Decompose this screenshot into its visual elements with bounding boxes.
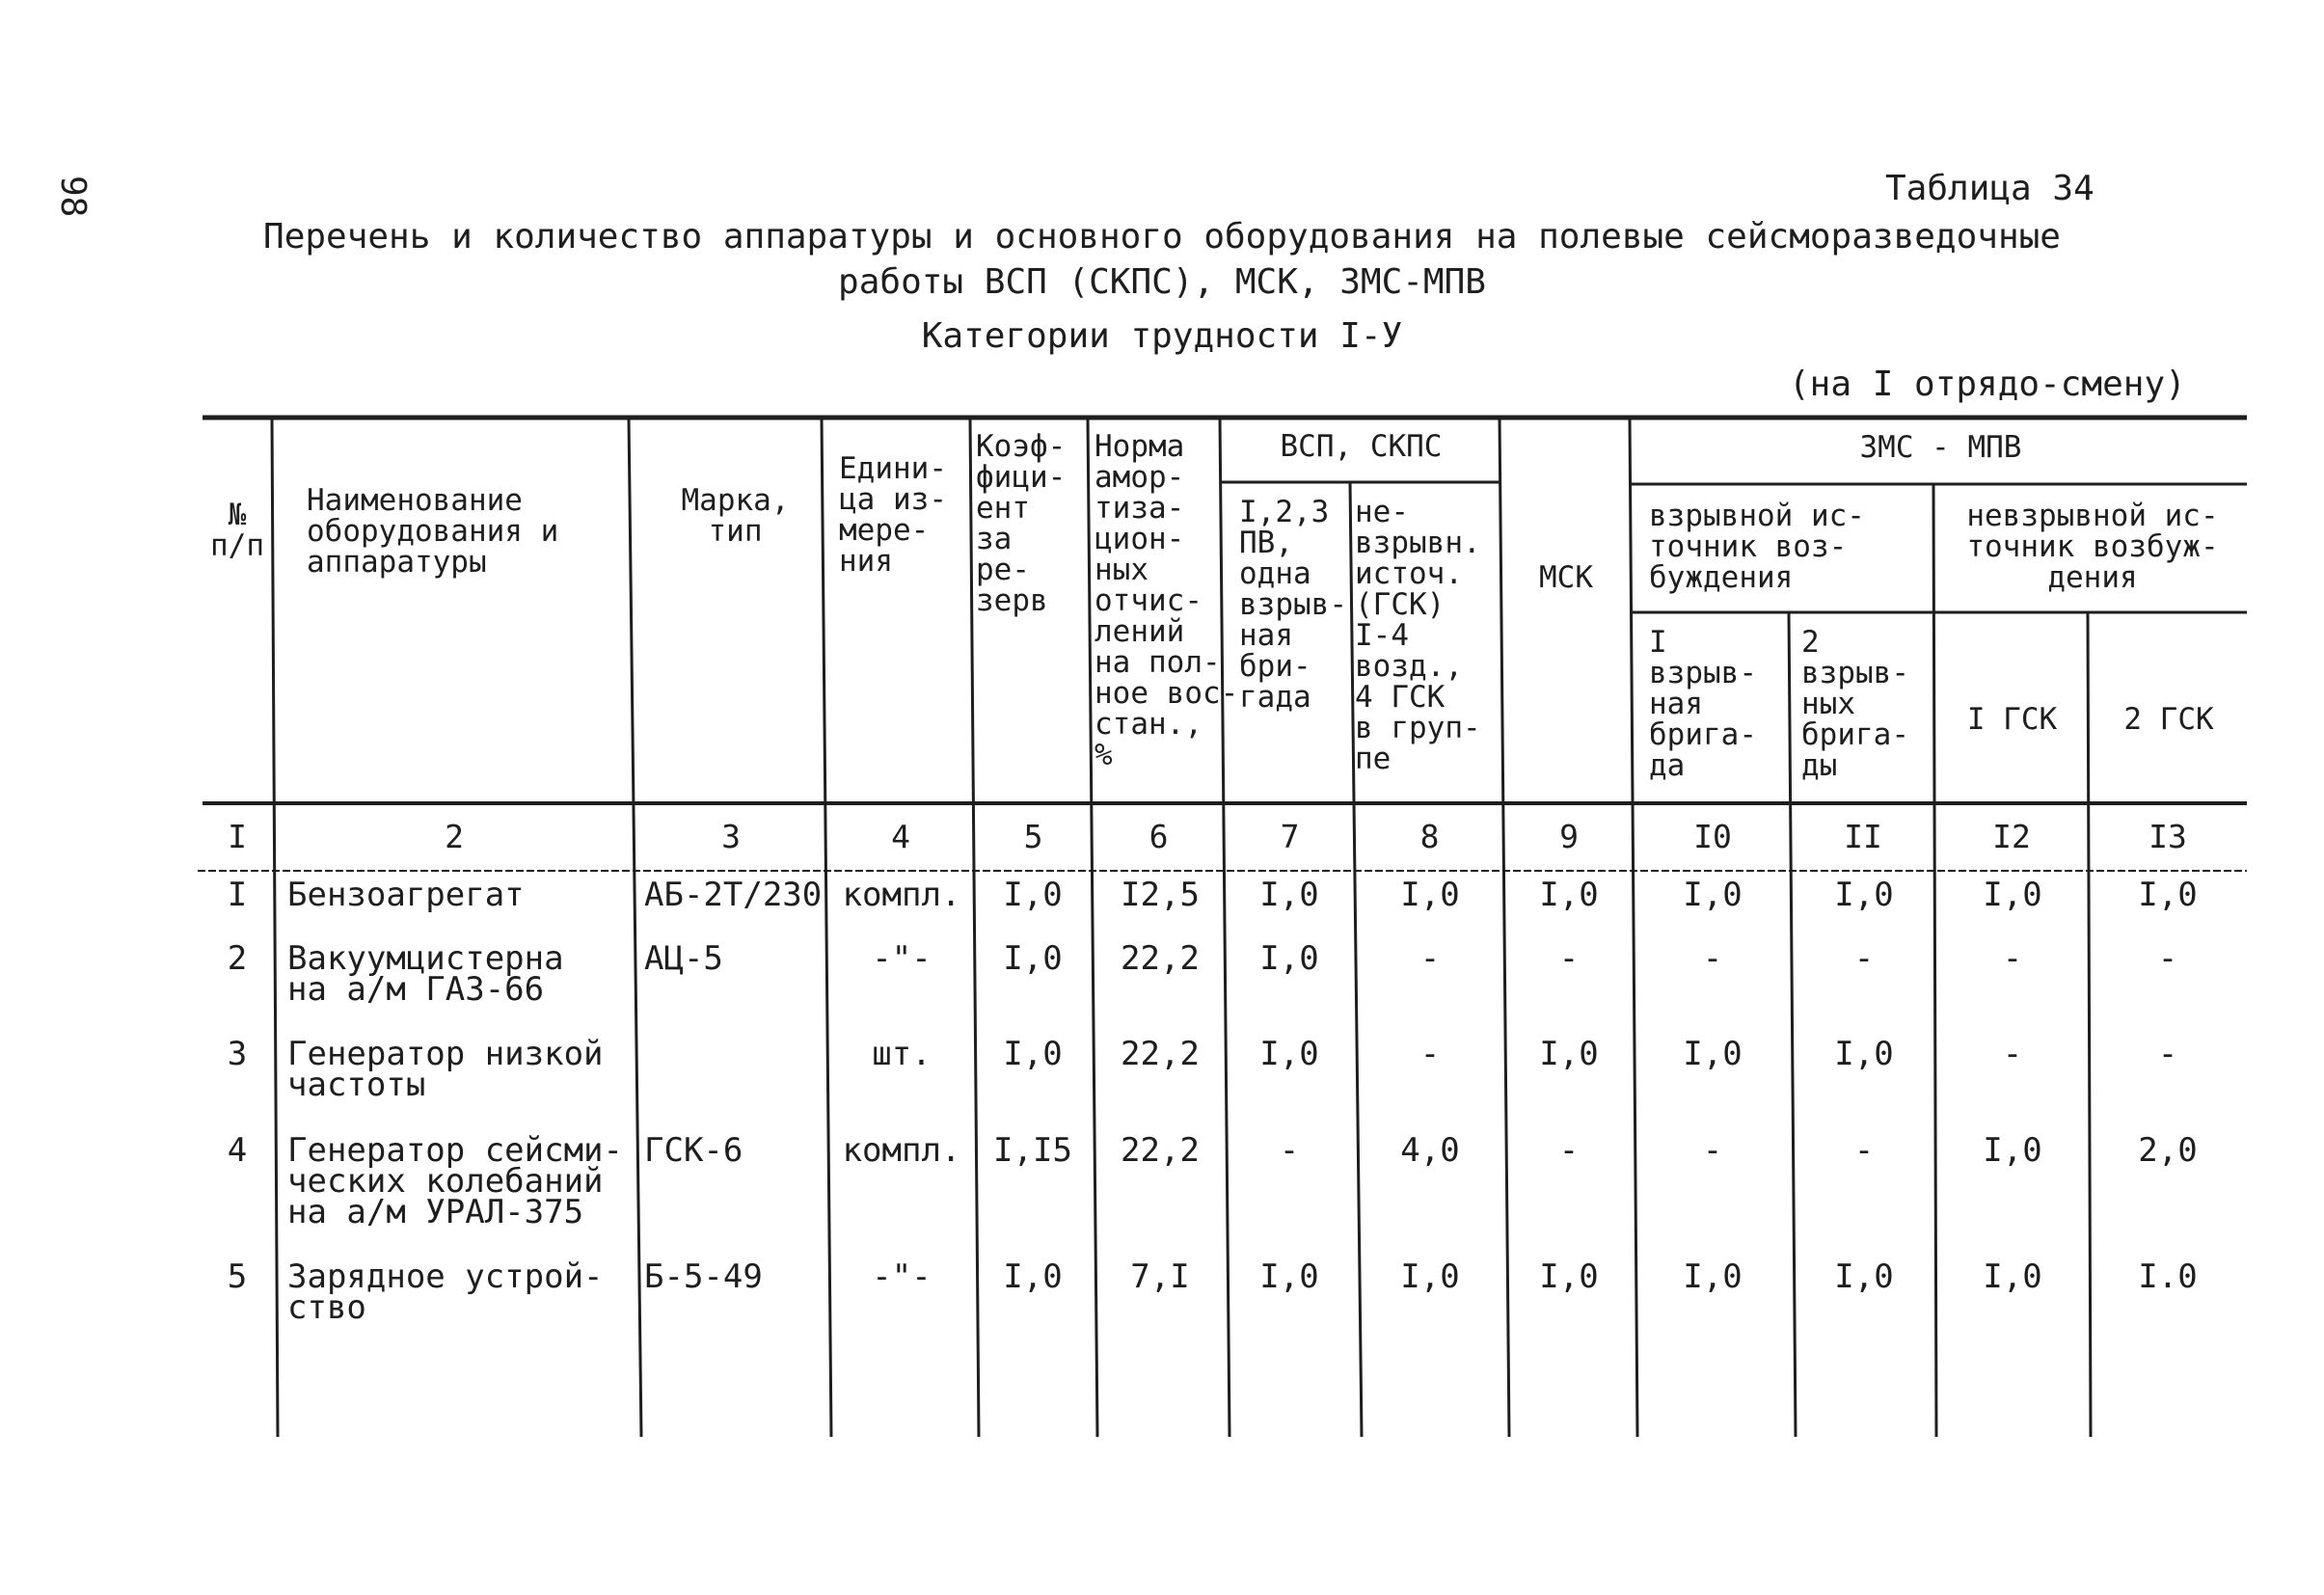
row-1-c13-cell: I,0: [2138, 876, 2198, 914]
unit-note: (на I отрядо-смену): [1789, 365, 2186, 404]
header-coef: Коэф- фици- ент за ре- зерв: [976, 429, 1067, 618]
row-2-unit-cell: -"-: [872, 939, 932, 978]
row-2-c9-cell: -: [1558, 939, 1580, 978]
row-2-coef-cell: I,0: [1003, 939, 1063, 978]
row-4-c10-cell: -: [1702, 1131, 1723, 1170]
row-5-c7-cell: I,0: [1259, 1257, 1319, 1296]
column-number-7: 7: [1280, 818, 1300, 855]
table-title-line3: Категории трудности I-У: [921, 316, 1403, 356]
header-nonexplosive-source: невзрывной ис- точник возбуж- дения: [1966, 499, 2219, 595]
row-5-c10-cell: I,0: [1683, 1257, 1743, 1296]
row-1-c9-cell: I,0: [1539, 876, 1599, 914]
row-3-c7-cell: I,0: [1259, 1035, 1319, 1073]
header-gsk-2: 2 ГСК: [2123, 702, 2214, 737]
row-4-brand-cell: ГСК-6: [644, 1131, 743, 1170]
row-1-c11-cell: I,0: [1834, 876, 1894, 914]
row-4-c12-cell: I,0: [1983, 1131, 2042, 1170]
header-brand: Марка, тип: [681, 483, 790, 549]
header-msk: МСК: [1539, 560, 1593, 595]
row-1-c7-cell: I,0: [1259, 876, 1319, 914]
row-1-unit-cell: компл.: [842, 876, 961, 914]
column-number-4: 4: [891, 818, 910, 855]
header-vsp-b: не- взрывн. источ. (ГСК) I-4 возд., 4 ГСК в груп- пе: [1355, 495, 1481, 776]
page-number: 98: [53, 176, 93, 218]
column-number-13: I3: [2148, 818, 2187, 855]
header-no: № п/п: [210, 498, 264, 563]
row-2-c11-cell: -: [1853, 939, 1875, 978]
row-5-coef-cell: I,0: [1003, 1257, 1063, 1296]
row-5-c12-cell: I,0: [1983, 1257, 2042, 1296]
table-title-line1: Перечень и количество аппаратуры и основного оборудования на полевые сейсморазведочные: [263, 217, 2061, 257]
column-number-8: 8: [1419, 818, 1440, 855]
header-vsp-a: I,2,3 ПВ, одна взрыв- ная бри- гада: [1239, 495, 1347, 715]
vline-10: [1789, 612, 1796, 1437]
row-4-no-cell: 4: [227, 1131, 248, 1170]
header-vsp-group: ВСП, СКПС: [1280, 429, 1443, 464]
row-3-norm-cell: 22,2: [1121, 1035, 1200, 1073]
row-3-c8-cell: -: [1419, 1035, 1441, 1073]
row-5-unit-cell: -"-: [872, 1257, 932, 1296]
row-4-c13-cell: 2,0: [2138, 1131, 2198, 1170]
header-two-crews: 2 взрыв- ных брига- ды: [1801, 625, 1909, 783]
row-3-unit-cell: шт.: [872, 1035, 932, 1073]
row-5-brand-cell: Б-5-49: [644, 1257, 763, 1296]
table-title-line2: работы ВСП (СКПС), МСК, ЗМС-МПВ: [838, 262, 1486, 302]
column-number-6: 6: [1148, 818, 1169, 855]
table-label: Таблица 34: [1885, 169, 2094, 208]
row-4-c11-cell: -: [1853, 1131, 1875, 1170]
row-2-brand-cell: АЦ-5: [644, 939, 723, 978]
row-5-c9-cell: I,0: [1539, 1257, 1599, 1296]
header-norm: Норма амор- тиза- цион- ных отчис- лений на пол- ное вос- стан., %: [1094, 429, 1239, 772]
row-1-brand-cell: АБ-2Т/230: [644, 876, 823, 914]
row-3-name-cell: Генератор низкой частоты: [287, 1035, 604, 1104]
row-2-c10-cell: -: [1702, 939, 1723, 978]
row-1-norm-cell: I2,5: [1121, 876, 1200, 914]
row-2-norm-cell: 22,2: [1121, 939, 1200, 978]
row-3-c9-cell: I,0: [1539, 1035, 1599, 1073]
row-3-c10-cell: I,0: [1683, 1035, 1743, 1073]
column-number-3: 3: [721, 818, 741, 855]
row-1-c12-cell: I,0: [1983, 876, 2042, 914]
row-5-c13-cell: I.0: [2138, 1257, 2198, 1296]
column-number-12: I2: [1992, 818, 2031, 855]
row-3-no-cell: 3: [227, 1035, 248, 1073]
row-3-c11-cell: I,0: [1834, 1035, 1894, 1073]
row-3-c13-cell: -: [2157, 1035, 2178, 1073]
row-4-coef-cell: I,I5: [993, 1131, 1072, 1170]
row-3-coef-cell: I,0: [1003, 1035, 1063, 1073]
column-number-11: II: [1844, 818, 1882, 855]
row-5-name-cell: Зарядное устрой- ство: [287, 1257, 604, 1327]
row-5-c11-cell: I,0: [1834, 1257, 1894, 1296]
row-1-coef-cell: I,0: [1003, 876, 1063, 914]
header-name: Наименование оборудования и аппаратуры: [307, 483, 559, 580]
row-4-name-cell: Генератор сейсми- ческих колебаний на а/м УРАЛ-375: [287, 1131, 623, 1231]
row-5-norm-cell: 7,I: [1130, 1257, 1190, 1296]
column-number-10: I0: [1693, 818, 1732, 855]
row-2-c13-cell: -: [2157, 939, 2178, 978]
row-3-c12-cell: -: [2002, 1035, 2023, 1073]
column-number-9: 9: [1559, 818, 1579, 855]
row-4-c9-cell: -: [1558, 1131, 1580, 1170]
row-4-unit-cell: компл.: [842, 1131, 961, 1170]
row-5-no-cell: 5: [227, 1257, 248, 1296]
header-one-crew: I взрыв- ная брига- да: [1649, 625, 1757, 783]
vline-1: [272, 418, 278, 1437]
header-gsk-1: I ГСК: [1966, 702, 2058, 737]
column-number-1: I: [228, 818, 247, 855]
row-2-name-cell: Вакуумцистерна на а/м ГАЗ-66: [287, 939, 564, 1009]
row-2-no-cell: 2: [227, 939, 248, 978]
row-4-c8-cell: 4,0: [1400, 1131, 1460, 1170]
row-1-c8-cell: I,0: [1400, 876, 1460, 914]
row-1-c10-cell: I,0: [1683, 876, 1743, 914]
row-2-c12-cell: -: [2002, 939, 2023, 978]
row-4-norm-cell: 22,2: [1121, 1131, 1200, 1170]
row-2-c8-cell: -: [1419, 939, 1441, 978]
row-1-name-cell: Бензоагрегат: [287, 876, 525, 914]
row-4-c7-cell: -: [1279, 1131, 1300, 1170]
vline-12: [2088, 612, 2091, 1437]
header-zms-group: ЗМС - МПВ: [1859, 430, 2022, 465]
header-unit: Едини- ца из- мере- ния: [839, 451, 947, 579]
column-number-5: 5: [1023, 818, 1043, 855]
column-number-2: 2: [445, 818, 464, 855]
row-2-c7-cell: I,0: [1259, 939, 1319, 978]
row-1-no-cell: I: [227, 876, 248, 914]
row-5-c8-cell: I,0: [1400, 1257, 1460, 1296]
header-explosive-source: взрывной ис- точник воз- буждения: [1649, 499, 1865, 595]
